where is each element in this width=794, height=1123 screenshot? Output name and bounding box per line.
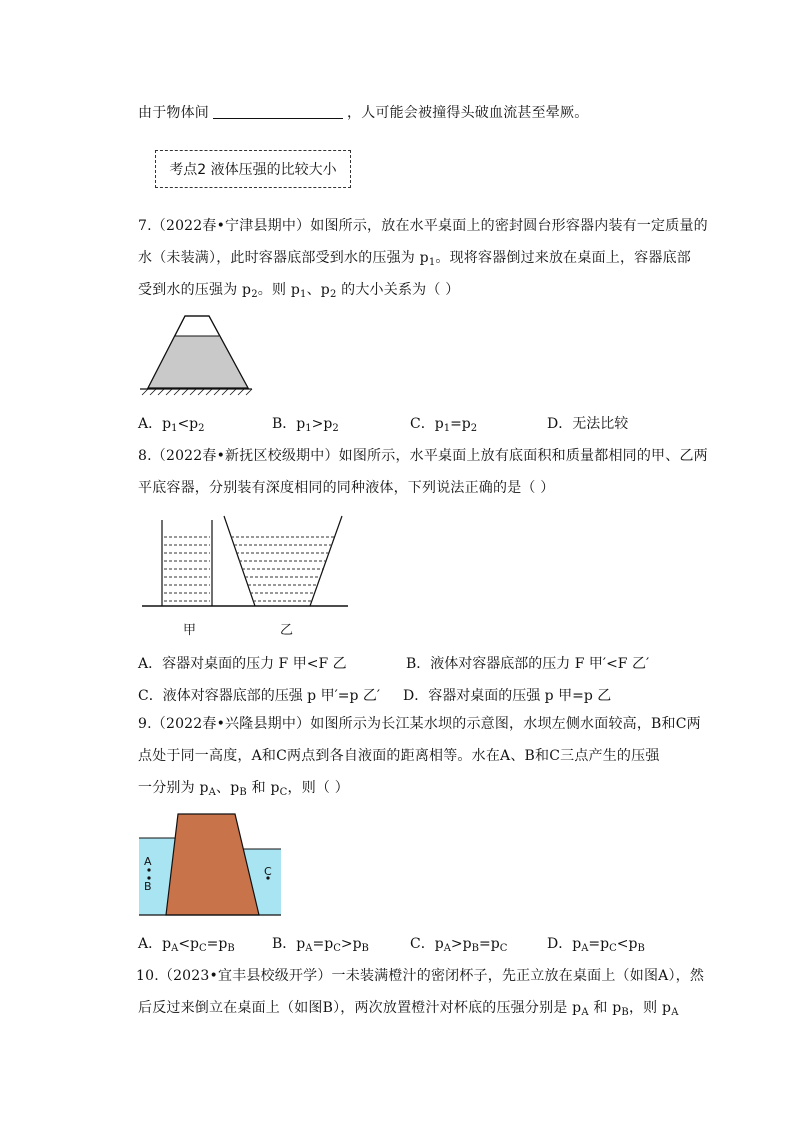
q9-line3: 一分别为 $p_A$、$p_B$ 和 $p_C$，则（ ） <box>138 780 349 798</box>
q7-option-c[interactable]: C．$p_1=p_2$ <box>410 416 478 434</box>
q9-point-b-label: B <box>144 880 152 893</box>
q7-line1: 7.（2022春•宁津县期中）如图所示，放在水平桌面上的密封圆台形容器内装有一定质量的 <box>138 218 708 234</box>
q10-line1: 10.（2023•宜丰县校级开学）一未装满橙汁的密闭杯子，先正立放在桌面上（如图A），然 <box>136 968 705 984</box>
q8-label-yi: 乙 <box>280 623 294 638</box>
q7-line2: 水（未装满），此时容器底部受到水的压强为 $p_1$。现将容器倒过来放在桌面上，容器底部 <box>138 250 691 268</box>
answer-blank[interactable] <box>213 104 343 119</box>
section-heading: 考点2 液体压强的比较大小 <box>155 150 351 188</box>
q9-option-a[interactable]: A．$p_A<p_C=p_B$ <box>138 936 235 954</box>
q7-frustum-figure <box>138 312 258 402</box>
q9-point-c-label: C <box>264 865 272 878</box>
q9-option-b[interactable]: B．$p_A=p_C>p_B$ <box>272 936 369 954</box>
q8-option-d[interactable]: D．容器对桌面的压强 p 甲=p 乙 <box>403 688 612 704</box>
q8-line2: 平底容器，分别装有深度相同的同种液体，下列说法正确的是（ ） <box>138 480 555 496</box>
q10-line2: 后反过来倒立在桌面上（如图B），两次放置橙汁对杯底的压强分别是 $p_A$ 和 $p_B$，则 $p_A$ <box>138 1000 679 1018</box>
q9-line1: 9.（2022春•兴隆县期中）如图所示为长江某水坝的示意图，水坝左侧水面较高，B和C两 <box>138 716 701 732</box>
q8-option-c[interactable]: C．液体对容器底部的压强 p 甲′=p 乙′ <box>138 688 381 704</box>
q8-option-b[interactable]: B．液体对容器底部的压力 F 甲′<F 乙′ <box>406 656 650 672</box>
q8-option-a[interactable]: A．容器对桌面的压力 F 甲<F 乙 <box>138 656 347 672</box>
q8-line1: 8.（2022春•新抚区校级期中）如图所示，水平桌面上放有底面积和质量都相同的甲、乙两 <box>138 448 708 464</box>
q6-text: 由于物体间 ，人可能会被撞得头破血流甚至晕厥。 <box>138 105 589 121</box>
q9-option-c[interactable]: C．$p_A>p_B=p_C$ <box>410 936 508 954</box>
q7-option-a[interactable]: A．$p_1<p_2$ <box>138 416 205 434</box>
q9-point-a-label: A <box>144 855 152 868</box>
q8-label-jia: 甲 <box>183 623 197 638</box>
q7-option-d[interactable]: D．无法比较 <box>547 416 629 432</box>
q7-line3: 受到水的压强为 $p_2$。则 $p_1$、$p_2$ 的大小关系为（ ） <box>138 282 460 300</box>
q9-option-d[interactable]: D．$p_A=p_C<p_B$ <box>547 936 645 954</box>
q9-dam-figure <box>138 812 283 918</box>
q8-containers-figure <box>138 512 353 608</box>
q9-line2: 点处于同一高度，A和C两点到各自液面的距离相等。水在A、B和C三点产生的压强 <box>138 748 660 764</box>
q7-option-b[interactable]: B．$p_1>p_2$ <box>272 416 339 434</box>
